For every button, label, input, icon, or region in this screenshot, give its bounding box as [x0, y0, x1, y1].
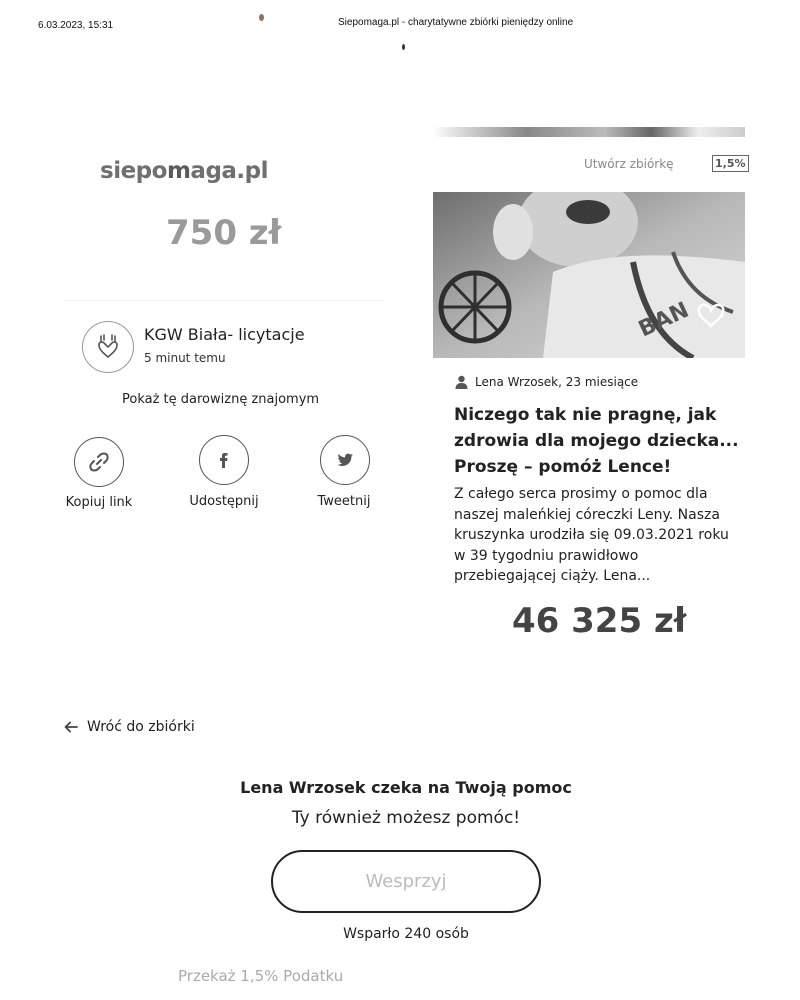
user-icon	[455, 375, 468, 389]
support-button[interactable]: Wesprzyj	[271, 850, 541, 913]
twitter-icon	[334, 449, 356, 471]
copy-link-button[interactable]	[74, 437, 124, 487]
facebook-share-label: Udostępnij	[189, 494, 259, 509]
print-page-title: Siepomaga.pl - charytatywne zbiórki pieniędzy online	[338, 17, 574, 28]
logo-text-left: siepo	[100, 158, 167, 184]
campaign-author-text: Lena Wrzosek, 23 miesiące	[475, 375, 639, 389]
logo-text-right: aga.pl	[190, 158, 269, 184]
tax-percent-badge[interactable]: 1,5%	[712, 155, 749, 172]
donor-name: KGW Biała- licytacje	[144, 325, 305, 344]
donation-amount: 750 zł	[166, 213, 282, 253]
back-link-label: Wróć do zbiórki	[87, 719, 195, 735]
tweet-button[interactable]	[320, 435, 370, 485]
arrow-left-icon	[64, 721, 78, 733]
tax-donation-link[interactable]: Przekaż 1,5% Podatku	[178, 967, 344, 985]
donor-avatar	[82, 321, 134, 373]
raised-amount: 46 325 zł	[512, 601, 687, 641]
call-to-action-title: Lena Wrzosek czeka na Twoją pomoc	[240, 778, 572, 797]
link-icon	[88, 451, 110, 473]
siepomaga-logo[interactable]	[100, 158, 268, 184]
scan-speck	[259, 14, 264, 21]
back-to-fundraiser-link[interactable]	[64, 719, 195, 735]
campaign-photo-image	[433, 192, 745, 358]
print-date: 6.03.2023, 15:31	[38, 20, 114, 31]
hands-heart-icon	[93, 332, 123, 362]
donation-time: 5 minut temu	[144, 351, 226, 365]
call-to-action-subtitle: Ty również możesz pomóc!	[291, 808, 521, 828]
tweet-label: Tweetnij	[317, 494, 371, 509]
campaign-author	[455, 375, 638, 389]
copy-link-label: Kopiuj link	[65, 495, 133, 510]
scan-speck	[402, 44, 405, 50]
campaign-title[interactable]: Niczego tak nie pragnę, jak zdrowia dla mojego dziecka... Proszę – pomóż Lence!	[454, 405, 739, 477]
donor-divider	[64, 300, 384, 302]
header-photo-strip	[433, 127, 745, 137]
supporters-count: Wsparło 240 osób	[343, 926, 469, 942]
logo-heart: m	[166, 158, 191, 184]
svg-text:BAN: BAN	[634, 297, 693, 343]
campaign-photo[interactable]	[433, 192, 745, 358]
share-prompt: Pokaż tę darowiznę znajomym	[122, 392, 320, 407]
facebook-share-button[interactable]	[199, 435, 249, 485]
campaign-description: Z całego serca prosimy o pomoc dla naszej maleńkiej córeczki Leny. Nasza kruszynka urodziła się 09.03.2021 roku w 39 tygodniu prawidłowo przebiegającej ciąży. Lena...	[454, 486, 729, 584]
create-fundraiser-link[interactable]: Utwórz zbiórkę	[584, 157, 674, 171]
facebook-icon	[213, 449, 235, 471]
